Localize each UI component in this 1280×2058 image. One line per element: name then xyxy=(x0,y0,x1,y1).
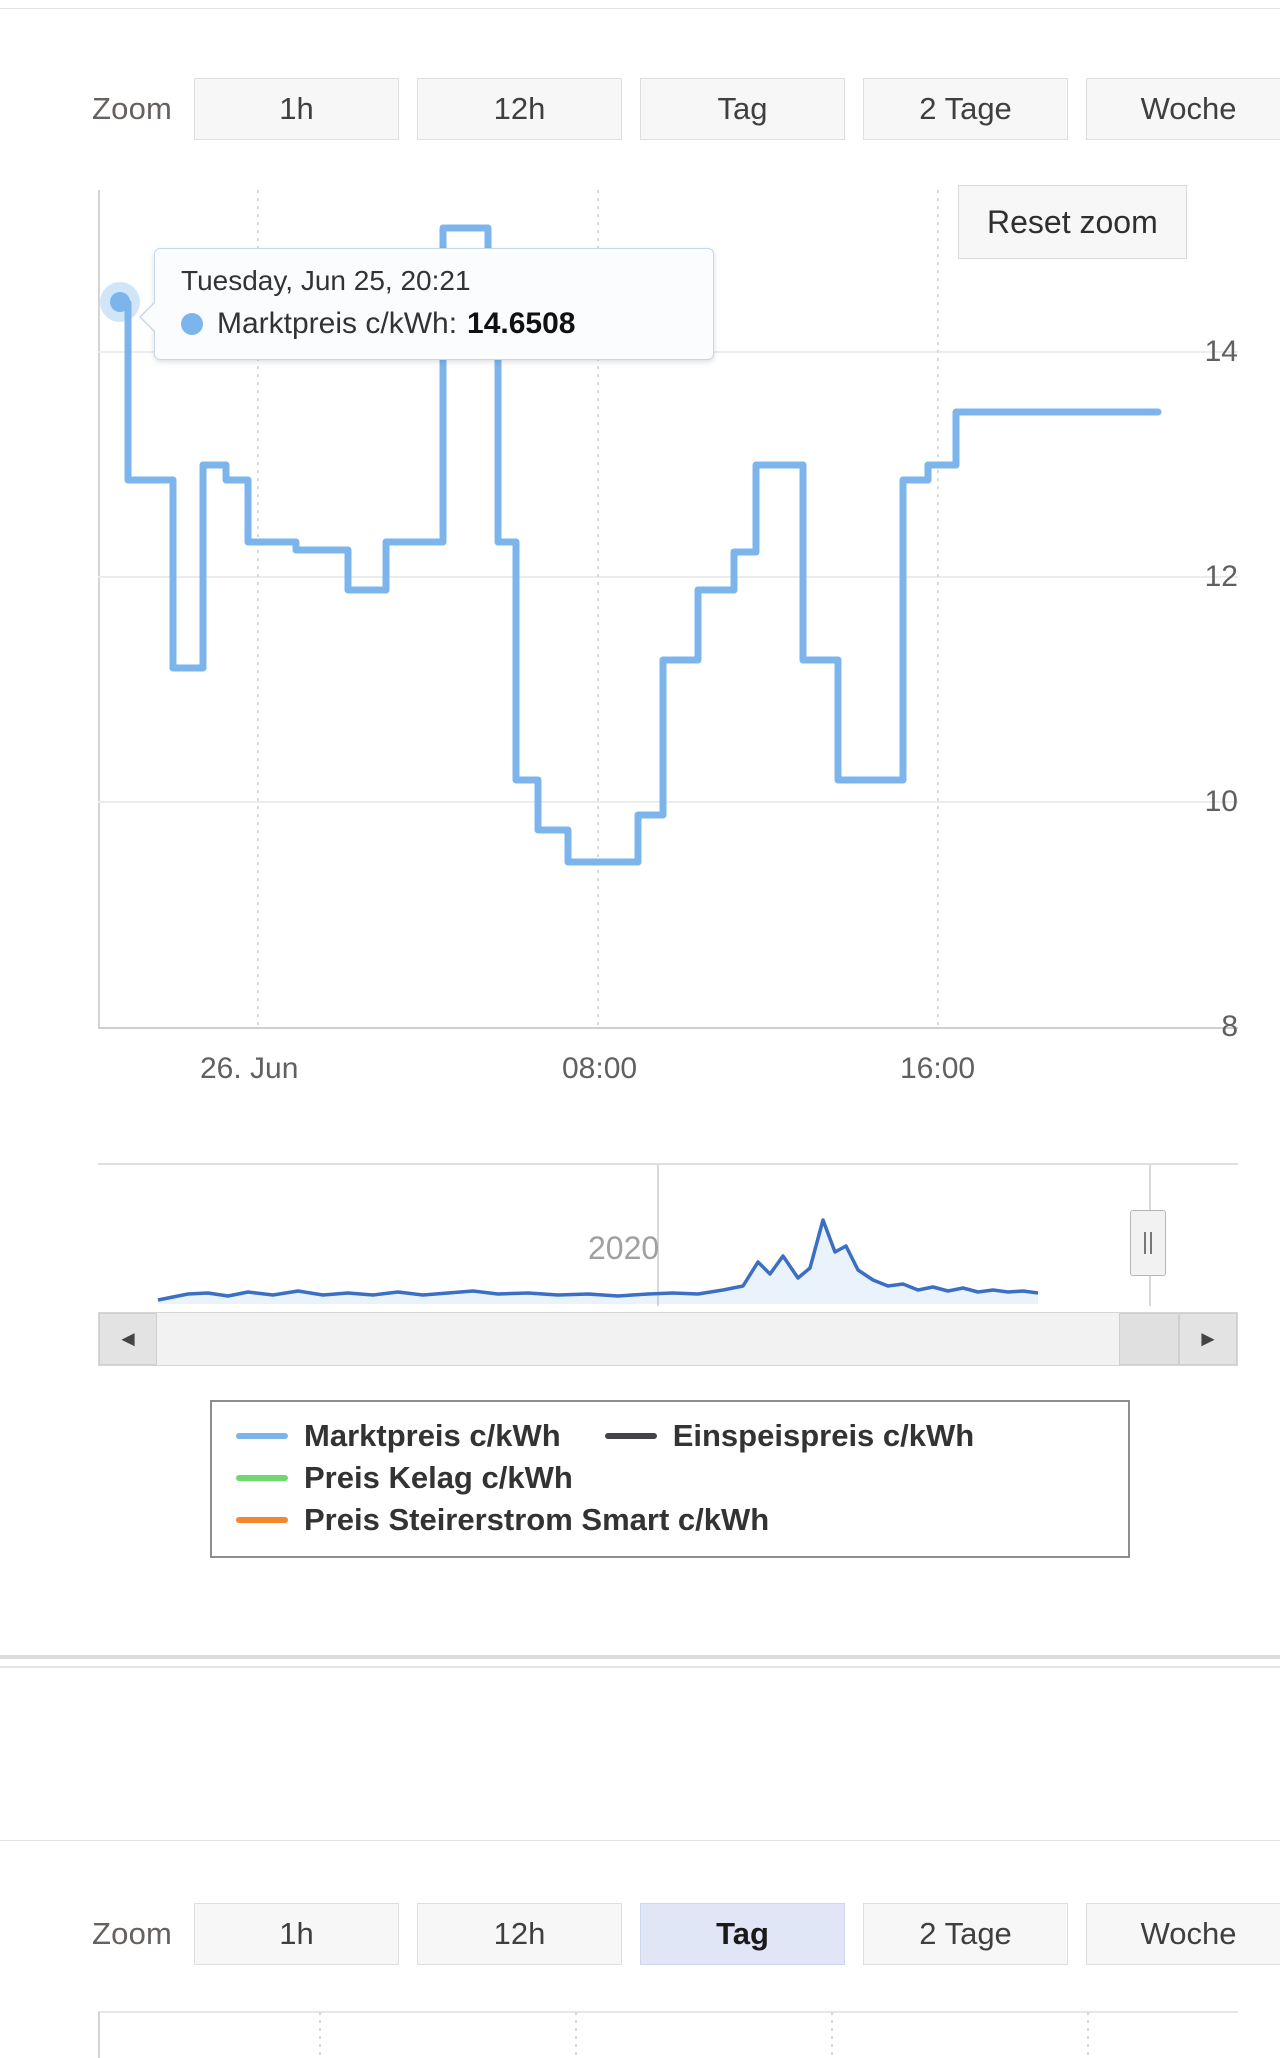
tooltip-pointer xyxy=(139,301,155,333)
chart-legend xyxy=(210,1400,1130,1558)
legend-row-1 xyxy=(236,1418,1104,1454)
legend-item-kelag[interactable] xyxy=(236,1460,573,1496)
legend-color-swatch xyxy=(605,1433,657,1439)
navigator-right-handle[interactable] xyxy=(1130,1210,1166,1276)
scrollbar-left-arrow[interactable]: ◄ xyxy=(99,1313,157,1365)
panel-separator xyxy=(0,1655,1280,1659)
chart-grid-secondary xyxy=(98,2010,1238,2058)
y-axis-tick-12: 12 xyxy=(1204,560,1238,593)
chart-panel-secondary xyxy=(0,1840,1280,2058)
tooltip-date: Tuesday, Jun 25, 20:21 xyxy=(181,265,471,296)
zoom-button-tag-secondary[interactable]: Tag xyxy=(640,1903,845,1965)
zoom-toolbar xyxy=(92,78,1280,140)
zoom-toolbar-secondary xyxy=(92,1903,1280,1965)
x-axis-tick-1600: 16:00 xyxy=(900,1052,976,1085)
legend-color-swatch xyxy=(236,1433,288,1439)
x-axis-tick-26-jun: 26. Jun xyxy=(200,1052,299,1085)
zoom-button-woche-secondary[interactable]: Woche xyxy=(1086,1903,1280,1965)
navigator-series xyxy=(98,1160,1238,1310)
legend-label: Marktpreis c/kWh xyxy=(304,1418,561,1453)
legend-row-2 xyxy=(236,1460,1104,1496)
chart-scrollbar[interactable] xyxy=(98,1312,1238,1366)
tooltip-series-color-dot xyxy=(181,313,203,335)
zoom-button-2-tage[interactable]: 2 Tage xyxy=(863,78,1068,140)
scrollbar-track[interactable] xyxy=(157,1313,1119,1365)
legend-item-steirerstrom[interactable] xyxy=(236,1502,769,1538)
price-chart-plot-secondary xyxy=(98,2010,1238,2058)
zoom-button-woche[interactable]: Woche xyxy=(1086,78,1280,140)
zoom-button-12h[interactable]: 12h xyxy=(417,78,622,140)
chart-tooltip xyxy=(154,248,714,360)
chart-navigator[interactable] xyxy=(98,1160,1238,1310)
zoom-button-tag[interactable]: Tag xyxy=(640,78,845,140)
scrollbar-thumb[interactable] xyxy=(1119,1313,1179,1365)
y-axis-tick-8: 8 xyxy=(1221,1010,1238,1043)
series-point-marker-core xyxy=(110,292,130,312)
tooltip-series-name: Marktpreis c/kWh: xyxy=(217,307,458,340)
legend-label: Preis Kelag c/kWh xyxy=(304,1460,573,1495)
legend-color-swatch xyxy=(236,1517,288,1523)
legend-color-swatch xyxy=(236,1475,288,1481)
legend-label: Preis Steirerstrom Smart c/kWh xyxy=(304,1502,770,1537)
x-axis-tick-0800: 08:00 xyxy=(562,1052,638,1085)
reset-zoom-button[interactable]: Reset zoom xyxy=(958,185,1187,259)
panel-separator-secondary xyxy=(0,1666,1280,1668)
navigator-year-label: 2020 xyxy=(588,1230,660,1266)
legend-label: Einspeispreis c/kWh xyxy=(672,1418,975,1453)
zoom-button-1h-secondary[interactable]: 1h xyxy=(194,1903,399,1965)
scrollbar-right-arrow[interactable]: ► xyxy=(1179,1313,1237,1365)
panel-top-divider xyxy=(0,8,1280,9)
zoom-button-1h[interactable]: 1h xyxy=(194,78,399,140)
y-axis-tick-14: 14 xyxy=(1204,335,1238,368)
zoom-label-secondary: Zoom xyxy=(92,1916,173,1951)
zoom-label: Zoom xyxy=(92,91,173,126)
legend-item-einspeispreis[interactable] xyxy=(605,1418,975,1454)
price-chart-plot xyxy=(98,190,1238,1043)
y-axis-tick-10: 10 xyxy=(1204,785,1238,818)
legend-item-marktpreis[interactable] xyxy=(236,1418,561,1454)
tooltip-series-row xyxy=(181,307,687,341)
zoom-button-2-tage-secondary[interactable]: 2 Tage xyxy=(863,1903,1068,1965)
zoom-button-12h-secondary[interactable]: 12h xyxy=(417,1903,622,1965)
tooltip-series-value: 14.6508 xyxy=(467,307,576,340)
legend-row-3 xyxy=(236,1502,1104,1538)
panel2-top-divider xyxy=(0,1840,1280,1841)
